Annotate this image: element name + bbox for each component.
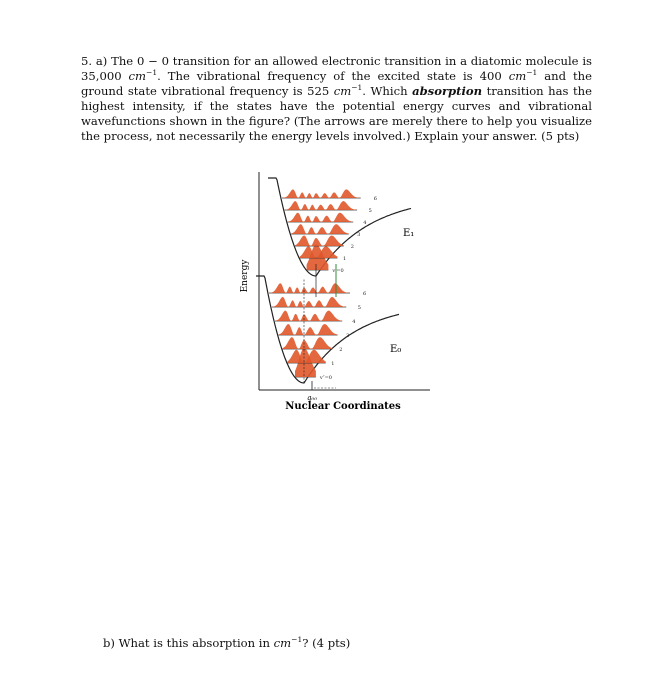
unit-exponent: −1 bbox=[291, 635, 303, 645]
question-a-part3: and the ground state vibrational frequency is 525 bbox=[81, 69, 592, 98]
ground-state-level-label: v″=0 bbox=[319, 375, 332, 381]
question-a-part2: . The vibrational frequency of the excited state is 400 bbox=[157, 69, 509, 83]
excited-state-level-label: 5 bbox=[368, 208, 372, 214]
ground-state-wavefunction bbox=[283, 337, 333, 349]
x-axis-label: Nuclear Coordinates bbox=[285, 401, 401, 412]
excited-state-level-label: v′=0 bbox=[332, 268, 344, 274]
question-a-part5: transition has the highest intensity, if the states have the potential energy curves and vibrational wavefunctions shown in the figure? (The arrows are merely there to help you visualize the process, not necessarily the energy levels involved.) Explain your answer. (5 pts) bbox=[81, 84, 592, 143]
ground-state-wavefunction bbox=[269, 283, 350, 293]
excited-state-level-label: 1 bbox=[343, 256, 347, 262]
unit-exponent: −1 bbox=[146, 68, 158, 78]
question-b-prefix: b) What is this absorption in bbox=[103, 636, 274, 650]
ground-state-level-label: 1 bbox=[331, 361, 335, 367]
unit-cm: cm bbox=[273, 636, 292, 650]
excited-state-wavefunction bbox=[288, 213, 354, 222]
excited-state-level-label: 6 bbox=[373, 196, 377, 202]
absorption-emphasis: absorption bbox=[412, 84, 483, 98]
displacement-label: q₀₀ bbox=[306, 394, 318, 402]
excited-state-wavefunction bbox=[291, 224, 349, 234]
ground-state-level-label: 3 bbox=[346, 333, 350, 339]
question-a-text bbox=[81, 54, 592, 144]
question-a-prefix: 5. a) The 0 − 0 transition for an allowed electronic transition in a diatomic molecule is 35,000 bbox=[81, 54, 592, 83]
question-b-text bbox=[103, 636, 350, 650]
ground-state-level-label: 4 bbox=[352, 319, 356, 325]
unit-exponent: −1 bbox=[351, 83, 363, 93]
ground-state-label: E₀ bbox=[390, 344, 402, 355]
question-b-suffix: ? (4 pts) bbox=[302, 636, 351, 650]
ground-state-wavefunction bbox=[275, 311, 342, 321]
y-axis-label: Energy bbox=[240, 259, 250, 293]
unit-cm: cm bbox=[333, 84, 352, 98]
ground-state-level-label: 5 bbox=[357, 305, 361, 311]
excited-state-level-label: 3 bbox=[357, 232, 361, 238]
excited-state-level-label: 2 bbox=[350, 244, 354, 250]
excited-state-level-label: 4 bbox=[363, 220, 367, 226]
ground-state-level-label: 6 bbox=[363, 291, 367, 297]
unit-exponent: −1 bbox=[526, 68, 538, 78]
ground-state-wavefunction bbox=[279, 324, 338, 335]
unit-cm: cm bbox=[128, 69, 147, 83]
excited-state-wavefunction bbox=[295, 236, 344, 247]
excited-state-wavefunction bbox=[282, 189, 361, 198]
ground-state-level-label: 2 bbox=[339, 347, 343, 353]
potential-energy-figure bbox=[230, 168, 430, 413]
excited-state-group bbox=[268, 178, 411, 276]
unit-cm: cm bbox=[508, 69, 527, 83]
excited-state-wavefunction bbox=[285, 201, 357, 210]
ground-state-wavefunction bbox=[272, 297, 346, 307]
excited-state-label: E₁ bbox=[403, 228, 415, 239]
ground-state-group bbox=[256, 276, 402, 383]
question-a-part4: . Which bbox=[362, 84, 413, 98]
potential-energy-diagram bbox=[230, 168, 430, 413]
